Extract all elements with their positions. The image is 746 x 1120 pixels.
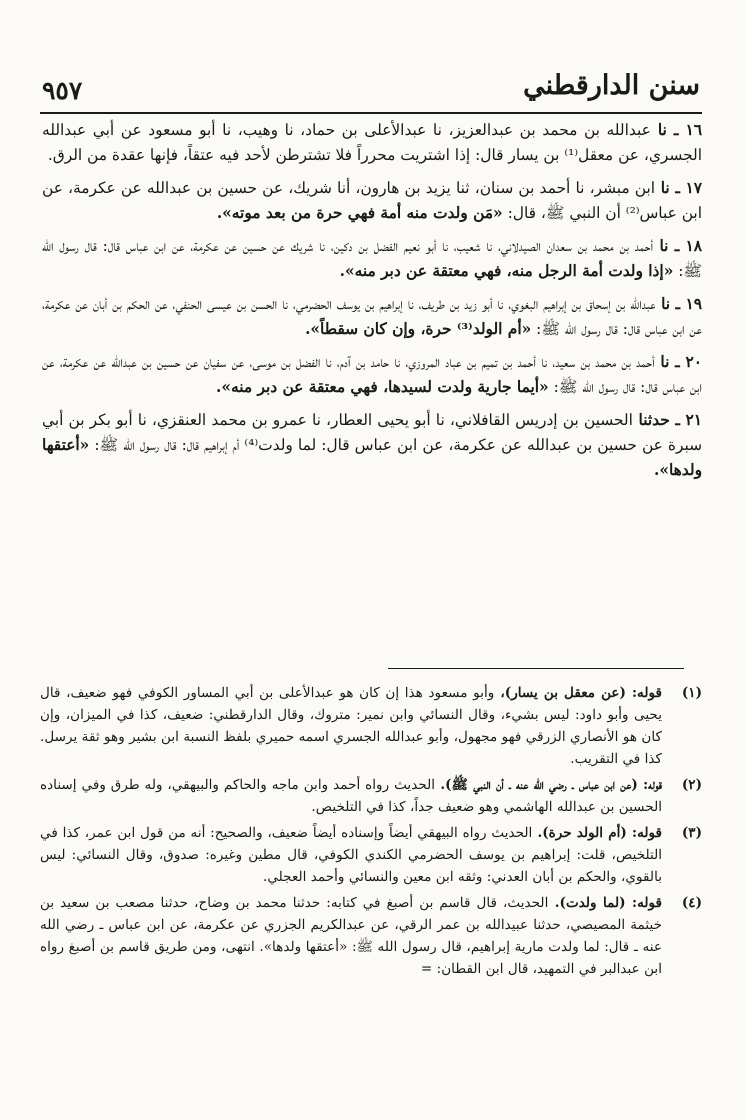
hadith-number: ٢١ ـ (675, 411, 703, 429)
narration-keyword: نا (659, 237, 669, 255)
hadith-20 (42, 350, 702, 400)
page-number: ٩٥٧ (42, 76, 83, 105)
footnote-4 (40, 892, 702, 980)
footnote-marker: (١) (681, 685, 702, 701)
hadith-isnad: أحمد بن محمد بن سعيد، نا أحمد بن تميم بن عباد المروزي، نا حامد بن آدم، نا الفضل بن موسى، عن سفيان عن حسين بن عبدالله عن عكرمة، عن ابن عباس قال: قال رسول الله ﷺ: (42, 353, 702, 396)
footnote-lead: قوله: (632, 685, 662, 701)
footnote-text: الحديث، قال قاسم بن أصبغ في كتابه: حدثنا محمد بن وضاح، حدثنا مصعب بن سعيد بن خيثمة المصيصي، حدثنا عبيدالله بن عمر الرقي، عن عبدالكريم الجزري عن عكرمة، عن ابن عباس ـ رضي الله عنه ـ قال: لما ولدت مارية إبراهيم، قال رسول الله ﷺ: «أعتقها ولدها». انتهى، ومن طريق قاسم بن أصبغ رواه ابن عبدالبر في التمهيد، قال ابن القطان: = (40, 895, 662, 977)
hadith-matn: «أعتقها ولدها». (42, 436, 702, 479)
hadith-matn: «إذا ولدت أمة الرجل منه، فهي معتقة عن دبر منه». (339, 262, 674, 280)
hadith-matn: «مَن ولدت منه أمة فهي حرة من بعد موته». (216, 204, 503, 222)
hadith-number: ١٩ ـ (675, 295, 703, 313)
footnote-marker: (٤) (681, 895, 702, 911)
hadith-16 (42, 118, 702, 168)
hadith-number: ١٨ ـ (674, 237, 703, 255)
narration-keyword: نا (657, 121, 667, 139)
hadith-matn: «أم الولد⁽³⁾ حرة، وإن كان سقطاً». (305, 320, 532, 338)
footnote-text: وأبو مسعود هذا إن كان هو عبدالأعلى بن أبي المساور الكوفي فهو ضعيف، قال يحيى وأبو داود: ليس بشيء، وقال النسائي وابن نمير: متروك، وقال الدارقطني: ضعيف، كذا في الميزان، وإن كان هو الأنصاري الزرقي فهو مجهول، وأبو عبدالله الجسري اسمه حميري بلفظ النسبة ابن بشير وهو ثقة يرسل. كذا في التقريب. (40, 685, 662, 767)
footnote-quote: (أم الولد حرة). (537, 825, 627, 841)
page-header (40, 70, 702, 114)
narration-keyword: حدثنا (638, 411, 670, 429)
footnote-1 (40, 682, 702, 770)
footnote-body (40, 774, 662, 818)
footnote-lead: قوله: (632, 825, 663, 841)
book-title: سنن الدارقطني (523, 70, 700, 101)
hadith-19 (42, 292, 702, 342)
footnote-text: الحديث رواه البيهقي أيضاً وإسناده أيضاً ضعيف، والصحيح: أنه من قول ابن عمر، كذا في التلخيص، قلت: إبراهيم بن يوسف الحضرمي الكندي الكوفي، قال مطين وغيره: صدوق، وقال النسائي: ليس بالقوي، والحكم بن أبان العدني: وثقه ابن معين والنسائي وأحمد العجلي. (40, 825, 662, 885)
footnote-3 (40, 822, 702, 888)
footnote-quote: (عن معقل بن يسار)، (500, 685, 626, 701)
footnote-marker: (٢) (681, 777, 702, 793)
hadith-isnad: ابن مبشر، نا أحمد بن سنان، ثنا يزيد بن هارون، أنا شريك، عن حسين بن عبدالله عن عكرمة، عن ابن عباس⁽²⁾ أن النبي ﷺ، قال: (42, 179, 702, 222)
narration-keyword: نا (661, 295, 671, 313)
hadith-17 (42, 176, 702, 226)
hadith-number: ١٦ ـ (673, 121, 703, 139)
footnote-quote: (لما ولدت). (554, 895, 626, 911)
footnote-body (40, 892, 662, 980)
narration-keyword: نا (660, 353, 670, 371)
hadith-isnad: عبدالله بن محمد بن عبدالعزيز، نا عبدالأعلى بن حماد، نا وهيب، نا أبو مسعود عن أبي عبدالله الجسري، عن معقل⁽¹⁾ بن يسار قال: إذا اشتريت محرراً فلا تشترطن لأحد فيه عتقاً، فإنها عقدة من الرق. (42, 121, 702, 164)
footnote-text: الحديث رواه أحمد وابن ماجه والحاكم والبيهقي، وله طرق وفي إسناده الحسين بن عبدالله الهاشمي وهو ضعيف جداً، كذا في التلخيص. (40, 777, 662, 815)
footnote-quote: (عن ابن عباس ـ رضي الله عنه ـ أن النبي ﷺ). (440, 777, 638, 793)
footnote-lead: قوله: (643, 777, 662, 793)
hadith-isnad: الحسين بن إدريس القافلاني، نا أبو يحيى العطار، نا عمرو بن محمد العنقزي، نا أبو بكر بن أبي سبرة عن حسين بن عبدالله عن عكرمة، عن ابن عباس قال: لما ولدت⁽⁴⁾ أم إبراهيم قال: قال رسول الله ﷺ: (42, 411, 702, 454)
footnote-2 (40, 774, 702, 818)
footnote-body (40, 682, 662, 770)
hadith-number: ١٧ ـ (675, 179, 703, 197)
hadith-isnad: عبدالله بن إسحاق بن إبراهيم البغوي، نا أبو زيد بن طريف، نا إبراهيم بن يوسف الحضرمي، نا الحسن بن عيسى الحنفي، عن الحكم بن أبان عن عكرمة، عن ابن عباس قال: قال رسول الله ﷺ: (42, 295, 702, 338)
hadith-matn: «أيما جارية ولدت لسيدها، فهي معتقة عن دبر منه». (216, 378, 549, 396)
footnote-marker: (٣) (681, 825, 702, 841)
hadith-21 (42, 408, 702, 483)
footnote-divider (388, 668, 684, 669)
hadith-text-body (42, 118, 702, 491)
footnotes-section (40, 682, 702, 984)
hadith-isnad: أحمد بن محمد بن سعدان الصيدلاني، نا شعيب، نا أبو نعيم الفضل بن دكين، نا شريك عن حسين عن عكرمة، عن ابن عباس قال: قال رسول الله ﷺ: (42, 237, 702, 280)
hadith-number: ٢٠ ـ (675, 353, 702, 371)
footnote-body (40, 822, 662, 888)
footnote-lead: قوله: (632, 895, 663, 911)
hadith-18 (42, 234, 702, 284)
narration-keyword: نا (660, 179, 670, 197)
